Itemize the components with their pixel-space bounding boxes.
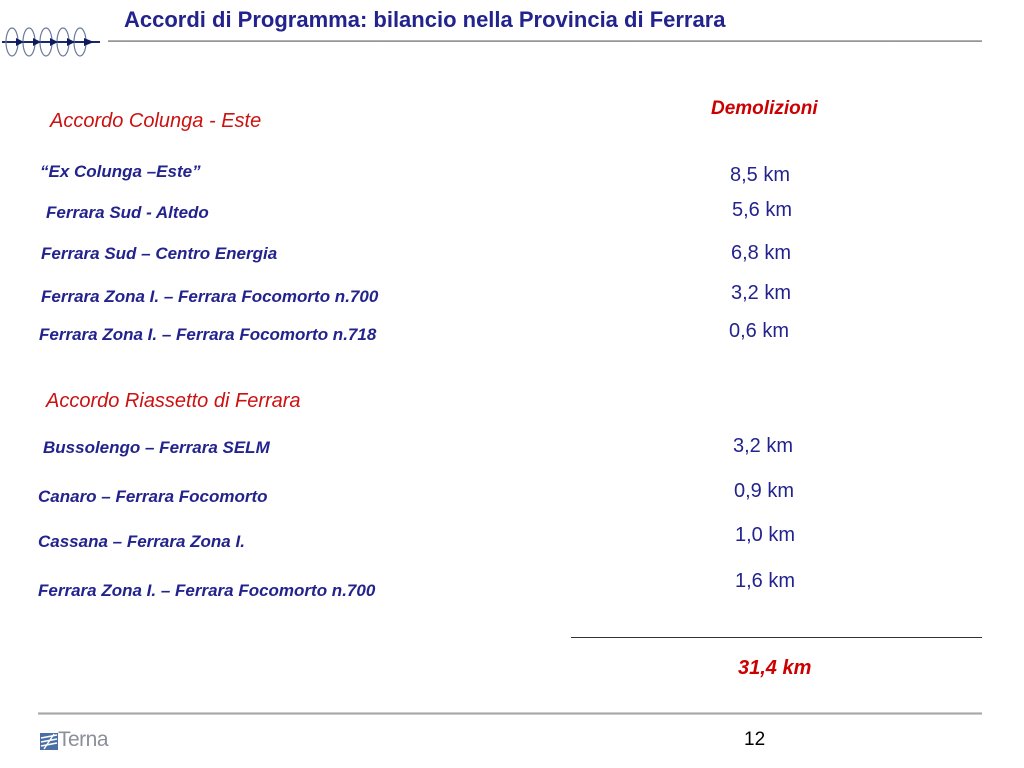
row-value: 6,8 km bbox=[731, 242, 792, 264]
title-divider bbox=[108, 40, 982, 42]
pylon-chain-icon bbox=[0, 22, 106, 62]
row-value: 3,2 km bbox=[731, 282, 792, 304]
row-value: 1,0 km bbox=[735, 524, 796, 546]
row-value: 3,2 km bbox=[733, 435, 794, 457]
total-value: 31,4 km bbox=[738, 657, 812, 679]
row-label: Cassana – Ferrara Zona I. bbox=[38, 532, 245, 551]
row-label: Ferrara Sud – Centro Energia bbox=[41, 244, 278, 263]
row-value: 5,6 km bbox=[732, 199, 793, 221]
row-value: 1,6 km bbox=[735, 570, 796, 592]
footer-logo-text: Terna bbox=[58, 728, 109, 751]
terna-logo-icon bbox=[40, 730, 60, 752]
footer-divider bbox=[38, 712, 982, 715]
row-label: Ferrara Sud - Altedo bbox=[46, 203, 209, 222]
section-heading-colunga-este: Accordo Colunga - Este bbox=[50, 110, 262, 132]
page-number: 12 bbox=[744, 729, 766, 750]
row-label: Ferrara Zona I. – Ferrara Focomorto n.718 bbox=[39, 325, 377, 344]
row-label: Bussolengo – Ferrara SELM bbox=[43, 438, 270, 457]
row-label: Canaro – Ferrara Focomorto bbox=[38, 487, 268, 506]
row-label: Ferrara Zona I. – Ferrara Focomorto n.700 bbox=[41, 287, 379, 306]
row-label: Ferrara Zona I. – Ferrara Focomorto n.700 bbox=[38, 581, 376, 600]
row-value: 0,6 km bbox=[729, 320, 790, 342]
page-title: Accordi di Programma: bilancio nella Provincia di Ferrara bbox=[124, 7, 726, 32]
row-value: 8,5 km bbox=[730, 164, 791, 186]
column-heading-demolizioni: Demolizioni bbox=[711, 98, 818, 119]
sum-divider bbox=[571, 637, 982, 638]
row-label: “Ex Colunga –Este” bbox=[40, 162, 201, 181]
section-heading-riassetto-ferrara: Accordo Riassetto di Ferrara bbox=[46, 390, 301, 412]
row-value: 0,9 km bbox=[734, 480, 795, 502]
